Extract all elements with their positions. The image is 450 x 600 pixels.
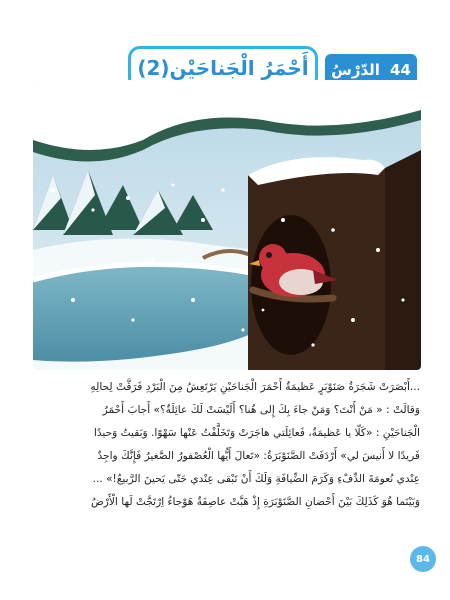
story-line: وَقالَتْ : « مَنْ أَنْتَ؟ وَمَنْ جاءَ بِكَ إِلى هُنا؟ أَلَيْسَتْ لَكَ عائِلَةٌ؟» أَجابَ أَحْمَرُ xyxy=(102,404,420,416)
story-line: الْجَناحَيْنِ : «كَلّا يا عَظيمَةُ، فَعائِلَتي هاجَرَتْ وَتَخَلَّفْتُ عَنْها سَهْوًا. وَبَقيتُ وَحيدًا xyxy=(93,427,420,439)
page-number xyxy=(410,546,436,572)
story-line: عِنْدي نُعومَةَ الدِّفْءِ وَكَرَمَ الضِّيافَةِ وَلَكَ أَنْ تَبْقى عِنْدي حَتّى يَحينَ الرَّبيعُ!» ... xyxy=(92,473,420,485)
winter-bird-in-tree-illustration xyxy=(33,80,421,370)
story-text xyxy=(30,376,420,514)
story-illustration xyxy=(33,80,421,370)
story-line: ...أَبْصَرَتْ شَجَرَةُ صَنَوْبَرٍ عَظيمَةٌ أَحْمَرَ الْجَناحَيْنِ يَرْتَعِشُ مِنَ الْبَرْدِ فَرَقَّتْ لِحالِهِ xyxy=(90,381,420,393)
story-line: فَريدًا لا أَنيسَ لي» أَرْدَفَتْ الصَّنَوْبَرَةُ: «تَعالَ أَيُّها الْعُصْفورُ الصَّغيرُ فَإِنَّكَ واجِدٌ xyxy=(97,450,420,462)
lesson-number: 44 xyxy=(389,61,411,79)
story-line: وَبَيْنَما هُوَ كَذَلِكَ بَيْنَ أَحْضانِ الصَّنَوْبَرَةِ إِذْ هَبَّتْ عاصِفَةٌ هَوْجاءُ اِرْتَجَّتْ لَها الْأَرْضُ xyxy=(90,496,420,508)
page-number-text: 84 xyxy=(416,553,430,565)
lesson-label: الدّرْسُ xyxy=(331,61,380,79)
lesson-title-text: أَحْمَرُ الْجَناحَيْنِ(2) xyxy=(137,56,309,80)
